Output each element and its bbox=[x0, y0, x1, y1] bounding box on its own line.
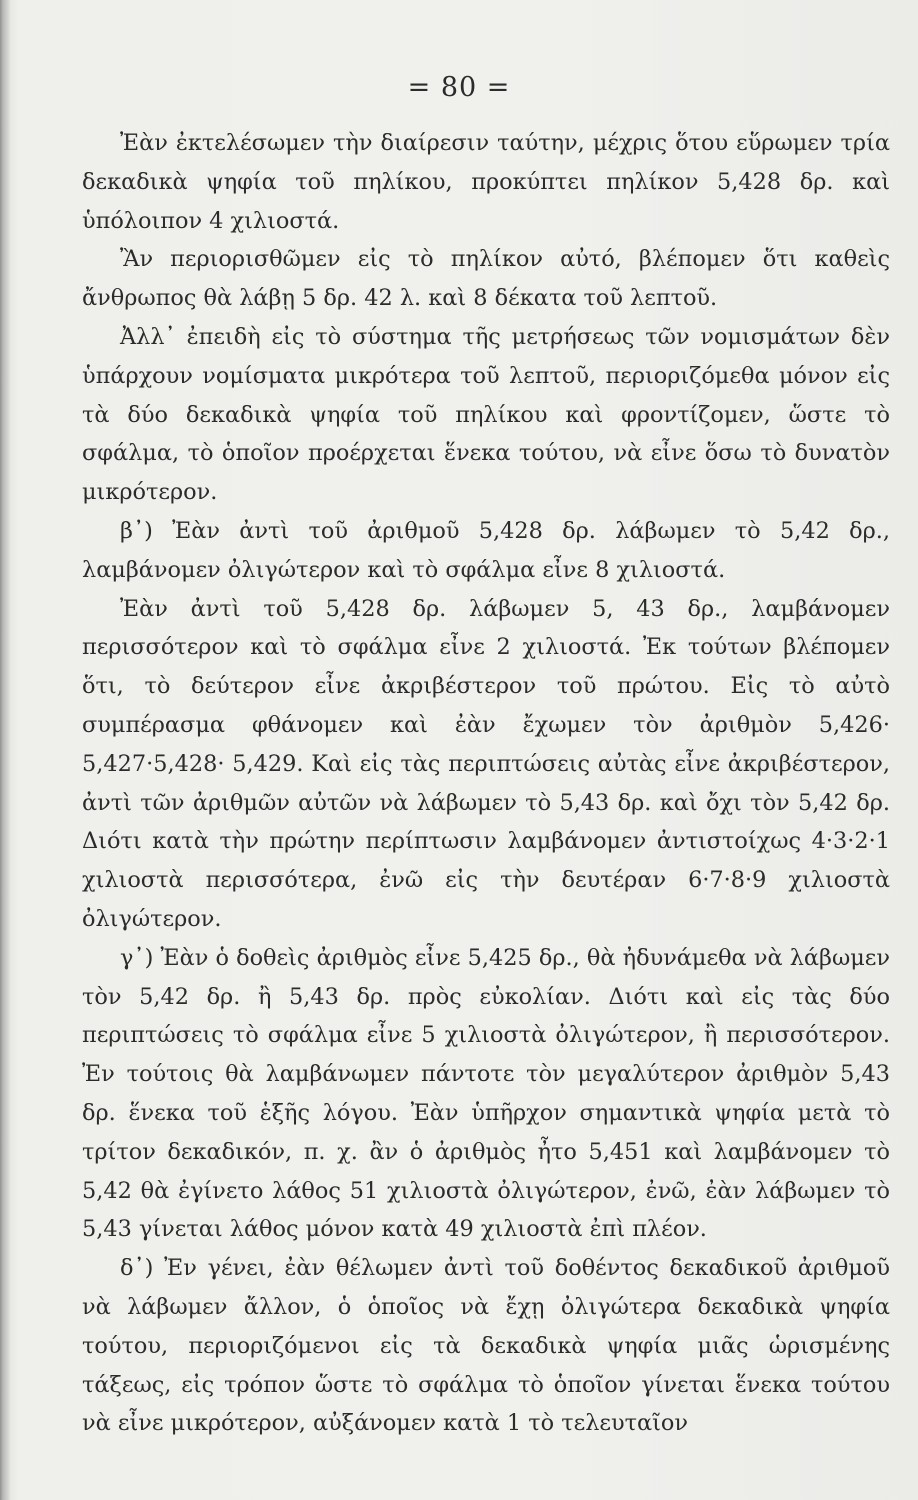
paragraph-section-c: γ᾽) Ἐὰν ὁ δοθεὶς ἀριθμὸς εἶνε 5,425 δρ., θὰ ἠδυνάμεθα νὰ λάβωμεν τὸν 5,42 δρ. ἢ 5,43 δρ. πρὸς εὐκολίαν. Διότι καὶ εἰς τὰς δύο περιπτώσεις τὸ σφάλμα εἶνε 5 χιλιοστὰ ὀλιγώτερον, ἢ περισσότερον. Ἐν τούτοις θὰ λαμβάνωμεν πάντοτε τὸν μεγαλύτερον ἀριθμὸν 5,43 δρ. ἕνεκα τοῦ ἑξῆς λόγου. Ἐὰν ὑπῆρχον σημαντικὰ ψηφία μετὰ τὸ τρίτον δεκαδικόν, π. χ. ἂν ὁ ἀριθμὸς ἦτο 5,451 καὶ λαμβάνομεν τὸ 5,42 θὰ ἐγίνετο λάθος 51 χιλιοστὰ ὀλιγώτερον, ἐνῶ, ἐὰν λάβωμεν τὸ 5,43 γίνεται λάθος μόνον κατὰ 49 χιλιοστὰ ἐπὶ πλέον. bbox=[82, 944, 890, 1243]
paragraph-section-b: β᾽) Ἐὰν ἀντὶ τοῦ ἀριθμοῦ 5,428 δρ. λάβωμεν τὸ 5,42 δρ., λαμβάνομεν ὀλιγώτερον καὶ τὸ σφάλμα εἶνε 8 χιλιοστά. bbox=[82, 517, 890, 583]
page-number: = 80 = bbox=[407, 72, 511, 103]
paragraph-division-result: Ἐὰν ἐκτελέσωμεν τὴν διαίρεσιν ταύτην, μέχρις ὅτου εὕρωμεν τρία δεκαδικὰ ψηφία τοῦ πηλίκου, προκύπτει πηλίκον 5,428 δρ. καὶ ὑπόλοιπον 4 χιλιοστά. bbox=[82, 130, 890, 234]
page-binding-edge bbox=[0, 0, 10, 1500]
paragraph-section-d: δ᾽) Ἐν γένει, ἐὰν θέλωμεν ἀντὶ τοῦ δοθέντος δεκαδικοῦ ἀριθμοῦ νὰ λάβωμεν ἄλλον, ὁ ὁποῖος νὰ ἔχῃ ὀλιγώτερα δεκαδικὰ ψηφία τούτου, περιοριζόμενοι εἰς τὰ δεκαδικὰ ψηφία μιᾶς ὡρισμένης τάξεως, εἰς τρόπον ὥστε τὸ σφάλμα τὸ ὁποῖον γίνεται ἕνεκα τούτου νὰ εἶνε μικρότερον, αὐξάνομεν κατὰ 1 τὸ τελευταῖον bbox=[82, 1255, 890, 1437]
body-text bbox=[82, 124, 890, 1443]
paragraph-comparison: Ἐὰν ἀντὶ τοῦ 5,428 δρ. λάβωμεν 5, 43 δρ., λαμβάνομεν περισσότερον καὶ τὸ σφάλμα εἶνε 2 χιλιοστά. Ἐκ τούτων βλέπομεν ὅτι, τὸ δεύτερον εἶνε ἀκριβέστερον τοῦ πρώτου. Εἰς τὸ αὐτὸ συμπέρασμα φθάνομεν καὶ ἐὰν ἔχωμεν τὸν ἀριθμὸν 5,426· 5,427·5,428· 5,429. Καὶ εἰς τὰς περιπτώσεις αὐτὰς εἶνε ἀκριβέστερον, ἀντὶ τῶν ἀριθμῶν αὐτῶν νὰ λάβωμεν τὸ 5,43 δρ. καὶ ὄχι τὸν 5,42 δρ. Διότι κατὰ τὴν πρώτην περίπτωσιν λαμβάνομεν ἀντιστοίχως 4·3·2·1 χιλιοστὰ περισσότερα, ἐνῶ εἰς τὴν δευτέραν 6·7·8·9 χιλιοστὰ ὀλιγώτερον. bbox=[82, 595, 890, 932]
paragraph-currency-system: Ἀλλ᾽ ἐπειδὴ εἰς τὸ σύστημα τῆς μετρήσεως τῶν νομισμάτων δὲν ὑπάρχουν νομίσματα μικρότερα τοῦ λεπτοῦ, περιοριζόμεθα μόνον εἰς τὰ δύο δεκαδικὰ ψηφία τοῦ πηλίκου καὶ φροντίζομεν, ὥστε τὸ σφάλμα, τὸ ὁποῖον προέρχεται ἕνεκα τούτου, νὰ εἶνε ὅσω τὸ δυνατὸν μικρότερον. bbox=[82, 323, 890, 506]
paragraph-quotient-limit: Ἂν περιορισθῶμεν εἰς τὸ πηλίκον αὐτό, βλέπομεν ὅτι καθεὶς ἄνθρωπος θὰ λάβῃ 5 δρ. 42 λ. καὶ 8 δέκατα τοῦ λεπτοῦ. bbox=[82, 246, 890, 312]
